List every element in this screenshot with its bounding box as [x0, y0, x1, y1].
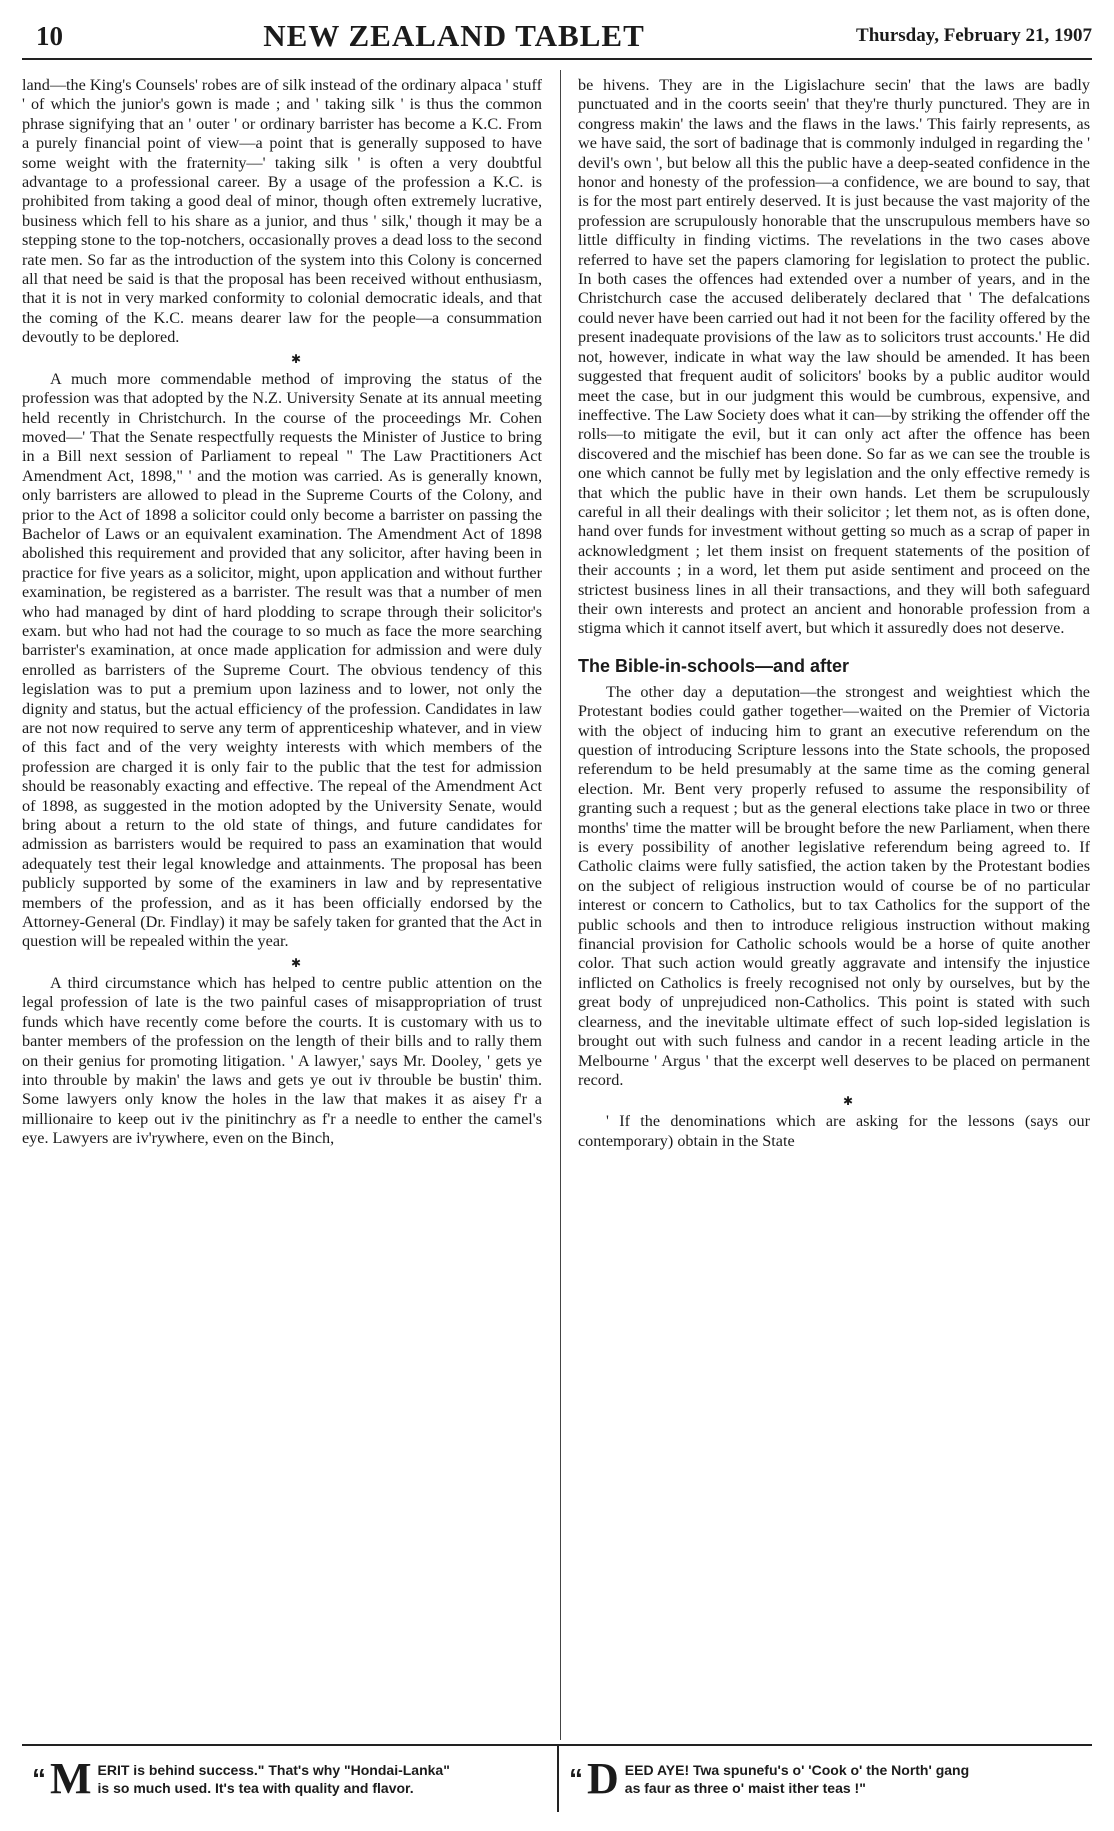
section-separator: ✱ [290, 955, 302, 970]
article-paragraph: be hivens. They are in the Ligislachure secin' that the laws are badly punctuated and in the coorts seein' that they're thurly punctured. They are in congress makin' the laws and the flaws in the laws.' This fairly represents, as we have said, the sort of badinage that is commonly indulged in regarding the ' devil's own ', but below all this the public have a deep-seated confidence in the honor and honesty of the profession—a confidence, we are bound to say, that is for the most part entirely deserved. It is just because the vast majority of the profession are scrupulously honorable that the unscrupulous members have so little difficulty in finding victims. The revelations in the two cases above referred to have set the papers clamoring for legislation to protect the public. In both cases the offences had extended over a number of years, and in the Christchurch case the accused deliberately declared that ' The defalcations could never have been carried out had it not been for the facility offered by the present inadequate provisions of the law as to solicitors trust accounts.' He did not, however, indicate in what way the law should be amended. It has been suggested that frequent audit of solicitors' books by a public auditor would meet the case, but in our judgment this would be cumbrous, expensive, and ineffective. The Law Society does what it can—by striking the offender off the rolls—to mitigate the evil, but it can only act after the offence has been discovered and the mischief has been done. So far as we can see the trouble is one which cannot be fully met by legislation and the only effective remedy is that which the public have in their own hands. Let them be scrupulously careful in all their dealings with their solicitor ; let them not, as is often done, hand over funds for investment without getting so much as a scrap of paper in acknowledgment ; let them insist on frequent statements of the position of their accounts ; in a word, let them put aside sentiment and proceed on the strictest business lines in all their transactions, and they will both safeguard their own interests and protect an ancient and honorable profession from a stigma which it cannot itself avert, but which it assuredly does not deserve. [578, 76, 1090, 638]
open-quote: “ [32, 1763, 46, 1794]
drop-cap: D [587, 1754, 619, 1803]
left-column [22, 76, 542, 1728]
section-separator: ✱ [842, 1094, 854, 1109]
right-column [578, 76, 1090, 1728]
footer-advertisements [22, 1744, 1092, 1812]
column-divider [560, 70, 561, 1740]
drop-cap: M [50, 1754, 92, 1803]
advertisement-hondai-lanka [22, 1746, 557, 1812]
ad-text-line: is so much used. It's tea with quality and flavor. [97, 1780, 414, 1796]
article-paragraph: A third circumstance which has helped to centre public attention on the legal profession of late is the two painful cases of misappropriation of trust funds which have recently come before the courts. It is customary with us to banter members of the profession on the length of their bills and to rally them on their genius for promoting litigation. ' A lawyer,' says Mr. Dooley, ' gets ye into throuble by makin' the laws and gets ye out iv throuble be bustin' thim. Some lawyers only know the holes in the law that makes it as aisey f'r a millionaire to keep out iv the pinitinchry as f'r a needle to enther the camel's eye. Lawyers are iv'rywhere, even on the Binch, [22, 973, 542, 1148]
section-heading: The Bible-in-schools—and after [578, 655, 850, 676]
page-header [22, 14, 1092, 60]
ad-text-line: ERIT is behind success." That's why "Hondai-Lanka" [97, 1762, 450, 1778]
ad-text-line: EED AYE! Twa spunefu's o' 'Cook o' the North' gang [624, 1762, 970, 1778]
section-separator: ✱ [290, 351, 302, 366]
masthead-title: NEW ZEALAND TABLET [263, 18, 645, 53]
advertisement-cook-o-the-north [557, 1746, 1092, 1812]
article-paragraph: land—the King's Counsels' robes are of silk instead of the ordinary alpaca ' stuff ' of which the junior's gown is made ; and ' taking silk ' is thus the common phrase signifying that an ' outer ' or ordinary barrister has become a K.C. From a purely financial point of view—a point that is generally supposed to have some weight with the fraternity—' taking silk ' is often a very doubtful advantage to a professional career. By a usage of the profession a K.C. is prohibited from taking a good deal of minor, though often extremely lucrative, business which fell to his share as a junior, and thus ' silk,' though it may be a stepping stone to the top-notchers, occasionally proves a dead loss to the second rate men. So far as the introduction of the system into this Colony is concerned all that need be said is that the proposal has been received without enthusiasm, that it is not in very marked conformity to colonial democratic ideals, and that the coming of the K.C. means dearer law for the people—a consummation devoutly to be deplored. [22, 76, 542, 347]
article-paragraph: ' If the denominations which are asking for the lessons (says our contemporary) obtain in the State [578, 1112, 1090, 1150]
ad-text-line: as faur as three o' maist ither teas !" [624, 1780, 866, 1796]
article-paragraph: The other day a deputation—the strongest and weightiest which the Protestant bodies could gather together—waited on the Premier of Victoria with the object of inducing him to grant an executive referendum on the question of introducing Scripture lessons into the State schools, the proposed referendum to be held presumably at the same time as the coming general election. Mr. Bent very properly refused to assume the responsibility of granting such a request ; but as the general elections take place in two or three months' time the matter will be brought before the new Parliament, when there is every possibility of another legislative referendum being agreed to. If Catholic claims were fully satisfied, the action taken by the Protestant bodies on the subject of religious instruction would of course be of no particular interest or concern to Catholics, but to tax Catholics for the support of the public schools and then to introduce religious instruction without making financial provision for Catholic schools would be a horse of quite another color. That such action would greatly aggravate and intensify the injustice inflicted on Catholics is freely recognised not only by ourselves, but by the great body of unprejudiced non-Catholics. This point is stated with such clearness, and the inevitable ultimate effect of such lop-sided legislation is brought out with such fulness and candor in a recent leading article in the Melbourne ' Argus ' that the excerpt well deserves to be placed on permanent record. [578, 682, 1090, 1089]
open-quote: “ [569, 1763, 583, 1794]
page-number: 10 [36, 20, 63, 51]
article-paragraph: A much more commendable method of improving the status of the profession was that adopted by the N.Z. University Senate at its annual meeting held recently in Christchurch. In the course of the proceedings Mr. Cohen moved—' That the Senate respectfully requests the Minister of Justice to bring in a Bill next session of Parliament to repeal " The Law Practitioners Act Amendment Act, 1898," ' and the motion was carried. As is generally known, only barristers are allowed to plead in the Supreme Courts of the Colony, and prior to the Act of 1898 a solicitor could only become a barrister on passing the Bachelor of Laws or an equivalent examination. The Amendment Act of 1898 abolished this requirement and provided that any solicitor, after having been in practice for five years as a solicitor, might, upon application and without further examination, be registered as a barrister. The result was that a number of men who had managed by dint of hard plodding to scrape through their solicitor's exam. but who had not had the courage to so much as face the more searching barrister's examination, at once made application for admission and were duly enrolled as barristers of the Supreme Court. The obvious tendency of this legislation was to put a premium upon laziness and to lower, not only the dignity and status, but the actual efficiency of the profession. Candidates in law are not now required to serve any term of apprenticeship whatever, and in view of this fact and of the very weighty interests with which members of the profession are charged it is only fair to the public that the test for admission should be reasonably exacting and effective. The repeal of the Amendment Act of 1898, as suggested in the motion adopted by the University Senate, would bring about a return to the old state of things, and future candidates for admission as barristers would be required to pass an examination that would adequately test their legal knowledge and attainments. The proposal has been publicly supported by some of the examiners in law and by representative members of the profession, and as it has been officially endorsed by the Attorney-General (Dr. Findlay) it may be safely taken for granted that the Act in question will be repealed within the year. [22, 369, 542, 951]
issue-date: Thursday, February 21, 1907 [856, 25, 1092, 46]
